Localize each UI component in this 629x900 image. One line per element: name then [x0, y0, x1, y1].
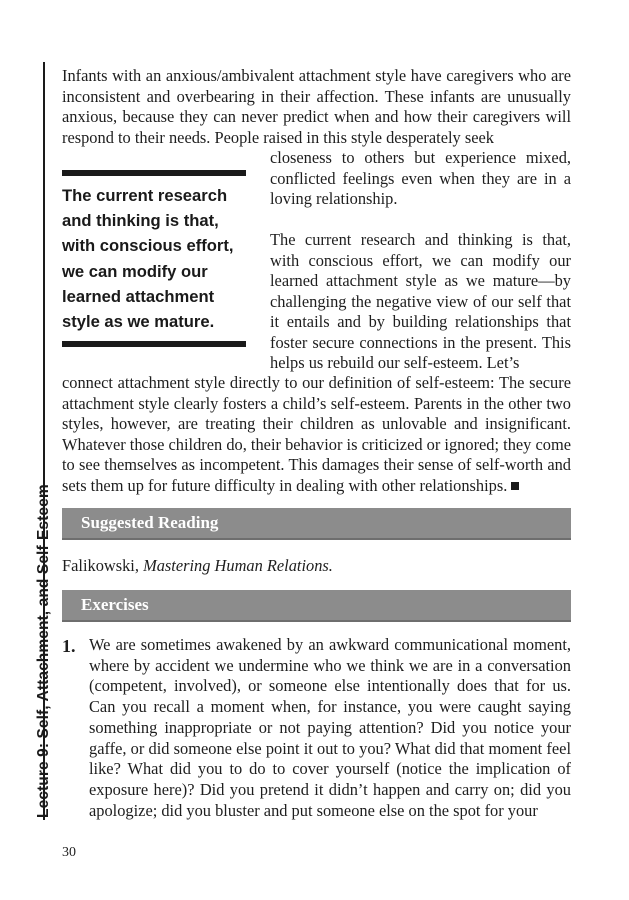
suggested-reading-heading: Suggested Reading: [81, 513, 219, 532]
end-of-section-mark: [511, 482, 519, 490]
page-number: 30: [62, 845, 76, 860]
body-paragraph-wrap-1: closeness to others but experience mixed, conflicted feelings even when they are in a loving relationship.: [270, 148, 571, 208]
exercises-heading: Exercises: [81, 595, 149, 614]
conclusion-text: connect attachment style directly to our definition of self-esteem: The secure attachment style clearly fosters a child’s self-esteem. Parents in the other two styles, however, are treating their children as unlovable and insignificant. Whatever those children do, their behavior is criticized or ignored; they come to see themselves as incompetent. This damages their sense of self-worth and sets them up for future difficulty in dealing with other relationships.: [62, 373, 571, 495]
exercise-number: 1.: [62, 636, 76, 656]
suggested-reading-header: [62, 508, 571, 540]
reading-author: Falikowski,: [62, 556, 139, 575]
exercises-header: [62, 590, 571, 622]
pullquote-rule-top: [62, 170, 246, 176]
body-paragraph-wrap-2: The current research and thinking is that, with conscious effort, we can modify our learned attachment style as we mature—by challenging the negative view of our self that it entails and by building relationships that foster secure connections in the present. This helps us rebuild our self-esteem. Let’s: [270, 230, 571, 372]
pullquote-rule-bottom: [62, 341, 246, 347]
reading-citation: [62, 556, 333, 576]
pullquote: The current research and thinking is that, with conscious effort, we can modify our learned attachment style as we mature.: [62, 186, 234, 332]
body-paragraph-conclusion: [62, 373, 571, 496]
running-head-lecture-title: Lecture 9: Self, Attachment, and Self-Esteem: [35, 484, 52, 818]
reading-title: Mastering Human Relations.: [143, 556, 333, 575]
body-paragraph-intro: Infants with an anxious/ambivalent attachment style have caregivers who are inconsistent and overbearing in their affection. These infants are unusually anxious, because they can never predict when and how their caregivers will respond to their needs. People raised in this style desperately seek: [62, 66, 571, 147]
exercise-text: We are sometimes awakened by an awkward communicational moment, where by accident we undermine who we think we are in a conversation (competent, involved), or someone else intentionally does that for us. Can you recall a moment when, for instance, you were caught saying something inappropriate or not paying attention? Did you notice your gaffe, or did someone else point it out to you? What did that moment feel like? What did you to do to cover yourself (notice the implication of exposure here)? Did you pretend it didn’t happen and carry on; did you apologize; did you bluster and put someone else on the spot for your: [89, 635, 571, 820]
